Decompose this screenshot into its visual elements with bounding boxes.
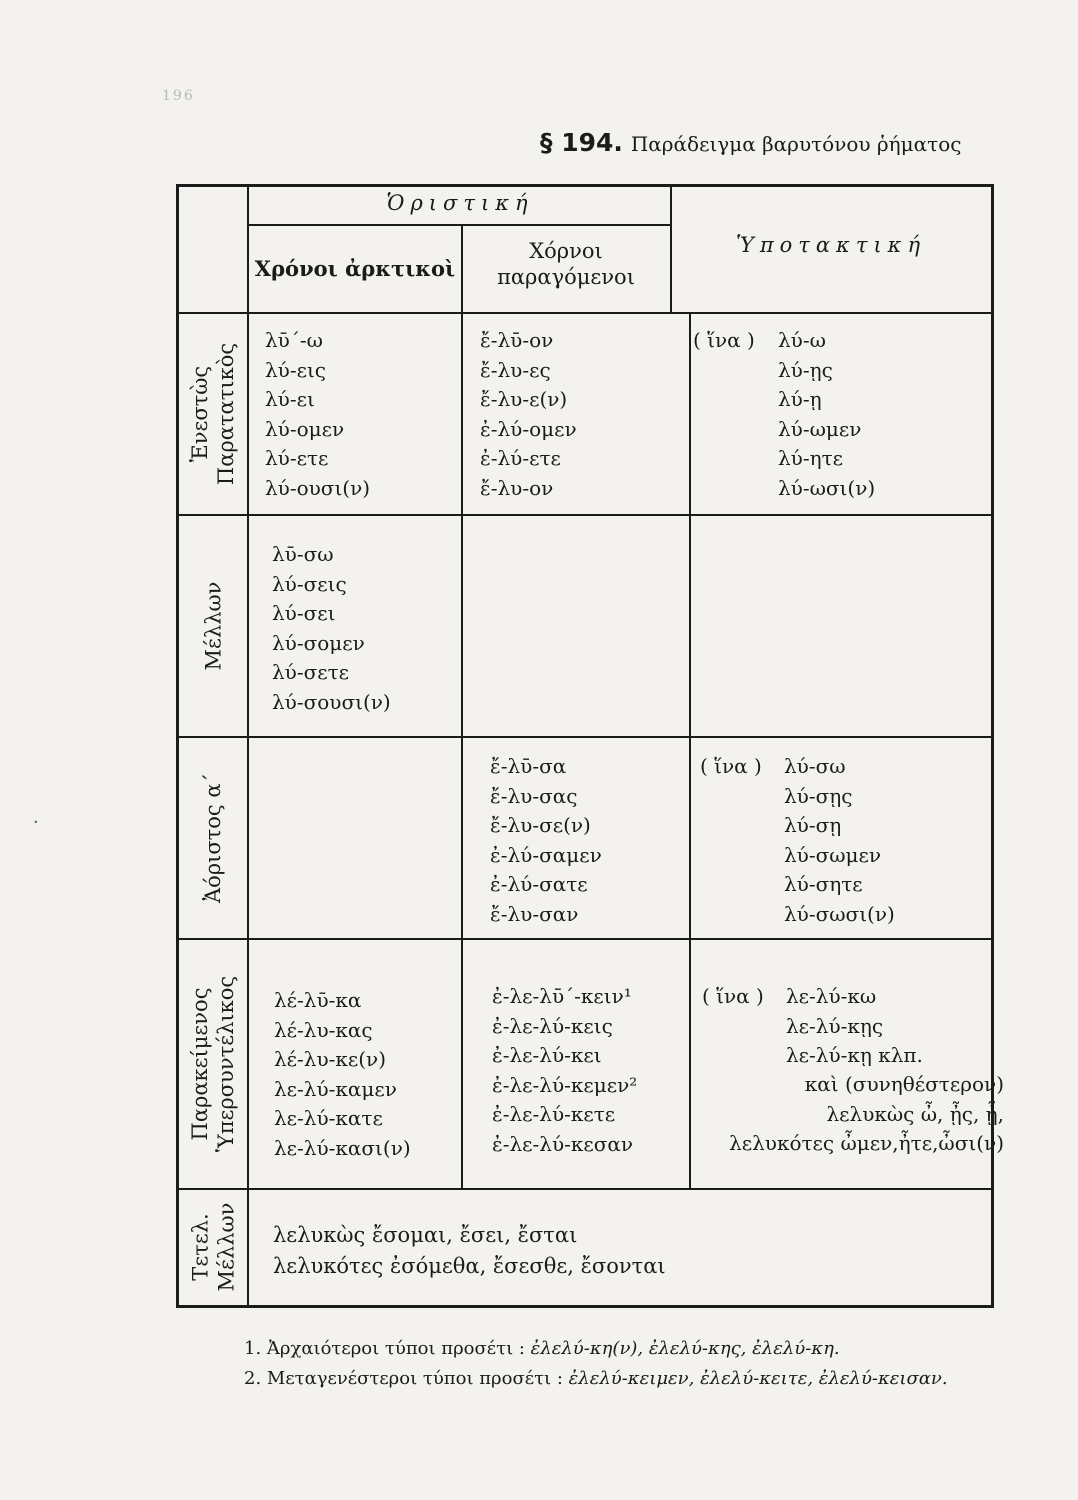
form-cell: ἔ-λῡ-σα: [490, 754, 567, 778]
row-label-future: [180, 516, 246, 736]
label-future: Μέλλων: [201, 581, 225, 671]
header-primary-tenses: Χρόνοι ἀρκτικοὶ: [254, 256, 456, 281]
row-label-perfect: [180, 940, 246, 1188]
grid-line-present-bottom: [178, 514, 992, 516]
form-cell: ἐ-λε-λύ-κεμεν²: [492, 1072, 638, 1097]
present-subj-prefix: ( ἵνα ): [693, 328, 755, 352]
label-future-perfect-1: Τετελ.: [188, 1213, 212, 1281]
form-cell: ἐ-λε-λύ-κετε: [492, 1102, 616, 1126]
form-cell: λύ-ητε: [778, 446, 843, 470]
header-secondary-tenses-line2: παραγόμενοι: [497, 265, 635, 289]
form-cell: λύ-σω: [784, 754, 846, 778]
form-cell: λύ-εις: [265, 357, 326, 382]
label-imperfect: Παρατατικὸς: [214, 342, 239, 486]
form-cell: λε-λύ-κατε: [274, 1106, 383, 1130]
form-cell: λύ-σῃς: [784, 783, 853, 808]
section-number: § 194.: [540, 128, 623, 157]
margin-mark: ·: [33, 812, 39, 833]
form-cell: λῡ΄-ω: [265, 328, 323, 352]
form-cell: λε-λύ-καμεν: [274, 1076, 397, 1101]
form-cell: λέ-λυ-κε(ν): [274, 1047, 387, 1071]
form-cell: λελυκότες ὦμεν,ἦτε,ὦσι(ν): [729, 1131, 1004, 1155]
form-cell: λύ-ωσι(ν): [778, 475, 876, 500]
form-cell: ἔ-λυ-σας: [490, 783, 578, 808]
form-cell: λύ-σητε: [784, 872, 863, 896]
form-cell: ἔ-λυ-σε(ν): [490, 813, 591, 837]
future-perfect-forms: [273, 1220, 666, 1282]
form-cell: ἔ-λυ-ον: [480, 475, 554, 500]
footnote-1: [244, 1334, 948, 1364]
perfect-subjunctive-forms-a: [786, 982, 923, 1071]
header-secondary-tenses-line1: Χόρνοι: [529, 239, 603, 263]
form-cell: λύ-σομεν: [272, 630, 365, 655]
footnote-1-forms: ἐλελύ-κη(ν), ἐλελύ-κης, ἐλελύ-κη.: [530, 1338, 840, 1359]
form-cell: λελυκὼς ὦ, ᾖς, ᾖ,: [826, 1101, 1004, 1126]
form-cell: λύ-σωσι(ν): [784, 901, 895, 926]
form-cell: λύ-σεις: [272, 571, 347, 596]
form-cell: λύ-σετε: [272, 660, 350, 684]
form-cell: λε-λύ-κῃ κλπ.: [786, 1043, 923, 1067]
row-label-future-perfect: [180, 1190, 246, 1304]
perfect-subj-prefix: ( ἵνα ): [702, 984, 764, 1008]
grid-line-primary-col: [461, 226, 463, 1188]
row-label-aorist: [180, 738, 246, 938]
perfect-subjunctive-forms-b: [694, 1070, 1004, 1159]
form-cell: ἔ-λυ-ες: [480, 357, 551, 382]
label-pluperfect: Ὑπερσυντέλικος: [214, 975, 239, 1153]
form-cell: λέ-λυ-κας: [274, 1017, 373, 1042]
grid-line-header-bottom: [178, 312, 992, 314]
form-cell: λύ-ομεν: [265, 416, 345, 441]
label-aorist: Ἀόριστος α΄: [201, 772, 226, 904]
form-cell: ἐ-λύ-σαμεν: [490, 842, 602, 867]
form-cell: ἐ-λε-λύ-κεσαν: [492, 1131, 634, 1156]
form-cell: λε-λύ-κασι(ν): [274, 1135, 411, 1160]
form-cell: λύ-ει: [265, 387, 315, 411]
form-cell: ἐ-λύ-ετε: [480, 446, 561, 470]
form-cell: λύ-σει: [272, 601, 336, 625]
footnote-2: [244, 1364, 948, 1394]
aorist-forms: [490, 752, 602, 929]
form-cell: ἐ-λύ-σατε: [490, 872, 588, 896]
label-perfect: Παρακείμενος: [188, 987, 213, 1141]
form-cell: λέ-λῡ-κα: [274, 988, 362, 1012]
form-cell: ἔ-λῡ-ον: [480, 328, 554, 352]
form-line: λελυκὼς ἔσομαι, ἔσει, ἔσται: [273, 1223, 578, 1247]
footnote-2-lead: 2. Μεταγενέστεροι τύποι προσέτι :: [244, 1368, 563, 1389]
row-label-present: [180, 314, 246, 514]
footnote-1-lead: 1. Ἀρχαιότεροι τύποι προσέτι :: [244, 1338, 525, 1359]
form-cell: ἐ-λε-λύ-κεις: [492, 1013, 613, 1038]
section-heading: [540, 128, 961, 157]
form-cell: λύ-σουσι(ν): [272, 689, 391, 714]
form-cell: λύ-ῃς: [778, 357, 833, 382]
form-cell: λύ-ουσι(ν): [265, 475, 371, 500]
form-cell: ἔ-λυ-σαν: [490, 901, 579, 926]
aorist-subjunctive-forms: [784, 752, 895, 929]
form-cell: ἐ-λε-λύ-κει: [492, 1043, 602, 1067]
form-line: λελυκότες ἐσόμεθα, ἔσεσθε, ἔσονται: [273, 1254, 666, 1278]
form-cell: ἐ-λύ-ομεν: [480, 416, 577, 441]
header-subjunctive: Ὑποτακτική: [735, 233, 927, 257]
form-cell: λε-λύ-κῃς: [786, 1013, 884, 1038]
grid-line-aorist-bottom: [178, 938, 992, 940]
grid-line-future-bottom: [178, 736, 992, 738]
form-cell: λῡ-σω: [272, 542, 334, 566]
form-cell: λύ-ῃ: [778, 387, 822, 411]
grid-line-header-split: [247, 224, 671, 226]
form-cell: ἔ-λυ-ε(ν): [480, 387, 568, 411]
form-cell: λε-λύ-κω: [786, 984, 877, 1008]
grid-line-mood-divider: [689, 314, 691, 1188]
form-cell: λύ-ωμεν: [778, 416, 862, 441]
form-cell: ἐ-λε-λῡ΄-κειν¹: [492, 984, 632, 1008]
form-cell: καὶ (συνηθέστερον): [804, 1072, 1004, 1096]
pluperfect-forms: [492, 982, 637, 1159]
page-number: 196: [162, 88, 195, 104]
grid-line-perfect-bottom: [178, 1188, 992, 1190]
perfect-forms: [274, 986, 411, 1163]
section-title: Παράδειγμα βαρυτόνου ῥήματος: [630, 132, 962, 156]
aorist-subj-prefix: ( ἵνα ): [700, 754, 762, 778]
future-forms: [272, 540, 391, 717]
present-primary-forms: [265, 326, 370, 503]
form-cell: λύ-ετε: [265, 446, 329, 470]
form-cell: λύ-ω: [778, 328, 826, 352]
form-cell: λύ-σωμεν: [784, 842, 882, 867]
footnote-2-forms: ἐλελύ-κειμεν, ἐλελύ-κειτε, ἐλελύ-κεισαν.: [568, 1368, 948, 1389]
grid-line-label-col: [247, 186, 249, 1306]
footnotes: [244, 1334, 948, 1394]
header-indicative: Ὁριστική: [386, 191, 534, 215]
present-subjunctive-forms: [778, 326, 875, 503]
imperfect-forms: [480, 326, 577, 503]
form-cell: λύ-σῃ: [784, 813, 842, 837]
label-future-perfect-2: Μέλλων: [214, 1202, 238, 1292]
label-present: Ἐνεστὼς: [188, 365, 213, 463]
